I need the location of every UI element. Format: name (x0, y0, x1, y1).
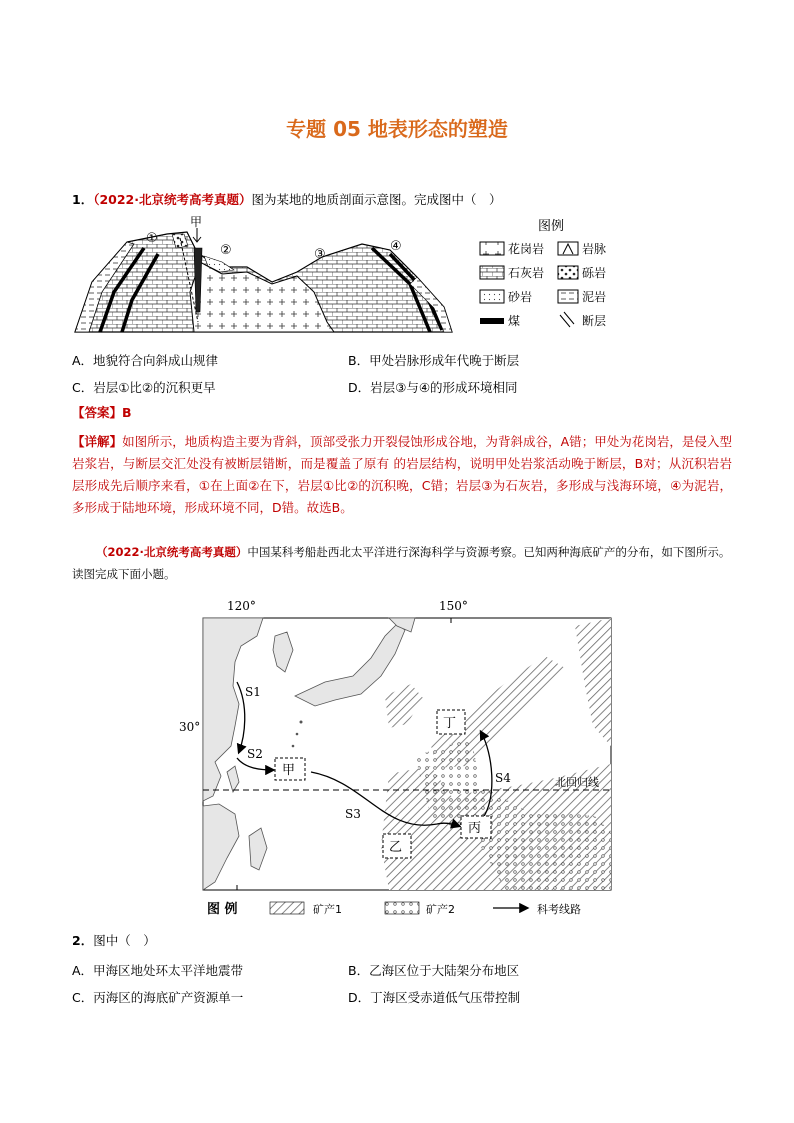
legend-fault: 断层 (582, 314, 607, 328)
answer-label: 【答案】 (72, 405, 123, 420)
material-intro (72, 541, 732, 585)
label-layer-4: ④ (390, 239, 402, 254)
legend-sandstone: 砂岩 (508, 290, 533, 304)
label-layer-1: ① (146, 231, 158, 246)
legend-coal: 煤 (508, 314, 521, 328)
page-title: 专题 05 地表形态的塑造 (286, 117, 508, 141)
map-legend-mineral-1: 矿产1 (313, 903, 342, 916)
option-d[interactable]: D．岩层③与④的形成环境相同 (348, 380, 518, 395)
area-ding (437, 710, 465, 734)
map-legend-route: 科考线路 (537, 903, 581, 916)
question-number: 1． (72, 192, 94, 207)
question-2-stem (72, 933, 156, 949)
label-layer-2: ② (220, 243, 232, 258)
lon-label-150: 150° (439, 599, 468, 613)
route-label-s2: S2 (247, 747, 263, 761)
label-jia: 甲 (190, 215, 203, 229)
legend-mudstone: 泥岩 (582, 290, 607, 304)
intro-text: 中国某科考船赴西北太平洋进行深海科学与资源考察。已知两种海底矿产的分布，如下图所示。读图完成下面小题。 (72, 545, 731, 581)
explanation (72, 431, 732, 519)
label-layer-3: ③ (314, 247, 326, 262)
map-legend-mineral-2: 矿产2 (426, 903, 455, 916)
svg-text:丁: 丁 (443, 716, 457, 731)
area-jia (275, 758, 305, 780)
map-legend (207, 901, 581, 917)
legend-granite: 花岗岩 (508, 242, 545, 256)
answer-value: B (122, 405, 132, 420)
arrow-down-icon (193, 228, 201, 242)
legend-dike: 岩脉 (582, 242, 607, 256)
area-bing (461, 816, 491, 838)
svg-text:丙: 丙 (468, 821, 482, 836)
q2-option-c[interactable]: C．丙海区的海底矿产资源单一 (72, 990, 244, 1005)
option-c[interactable]: C．岩层①比②的沉积更早 (72, 380, 216, 395)
lat-label-30: 30° (179, 720, 201, 734)
question-source: （2022·北京统考高考真题） (93, 192, 252, 207)
legend-gravel: 砾岩 (582, 266, 607, 280)
question-text: 图为某地的地质剖面示意图。完成图中（ ） (251, 192, 502, 207)
question-number: 2． (72, 933, 94, 948)
option-a[interactable]: A．地貌符合向斜成山规律 (72, 353, 219, 368)
q2-option-d[interactable]: D．丁海区受赤道低气压带控制 (348, 990, 521, 1005)
map-legend-title: 图 例 (207, 902, 238, 917)
route-label-s3: S3 (345, 807, 361, 821)
lon-label-120: 120° (227, 599, 256, 613)
cross-section-legend (480, 219, 606, 328)
q2-option-b[interactable]: B．乙海区位于大陆架分布地区 (348, 963, 520, 978)
question-text: 图中（ ） (93, 933, 156, 948)
option-b[interactable]: B．甲处岩脉形成年代晚于断层 (348, 353, 520, 368)
answer-line (72, 405, 132, 421)
legend-title: 图例 (538, 219, 565, 234)
question-1-stem (72, 192, 502, 208)
tropic-label: 北回归线 (555, 776, 599, 789)
area-yi (383, 834, 411, 858)
geologic-cross-section (72, 212, 632, 342)
ocean-map (175, 596, 625, 920)
q2-option-a[interactable]: A．甲海区地处环太平洋地震带 (72, 963, 244, 978)
legend-limestone: 石灰岩 (508, 266, 545, 280)
svg-text:乙: 乙 (389, 840, 403, 855)
route-label-s4: S4 (495, 771, 511, 785)
explanation-label: 【详解】 (72, 434, 123, 449)
svg-text:甲: 甲 (282, 763, 296, 778)
route-label-s1: S1 (245, 685, 261, 699)
explanation-text: 如图所示，地质构造主要为背斜，顶部受张力开裂侵蚀形成谷地，为背斜成谷，A错；甲处为花岗岩，是侵入型岩浆岩，与断层交汇处没有被断层错断，而是覆盖了原有 的岩层结构，说明甲处岩浆活动晚于断层，B对；从沉积岩岩层形成先后顺序来看，①在上面②在下，岩层①比②的沉积晚，C错；岩层③为石灰岩，多形成与浅海环境，④为泥岩，多形成于陆地环境，形成环境不同，D错。故选B。 (72, 434, 732, 515)
intro-source: （2022·北京统考高考真题） (96, 545, 248, 559)
